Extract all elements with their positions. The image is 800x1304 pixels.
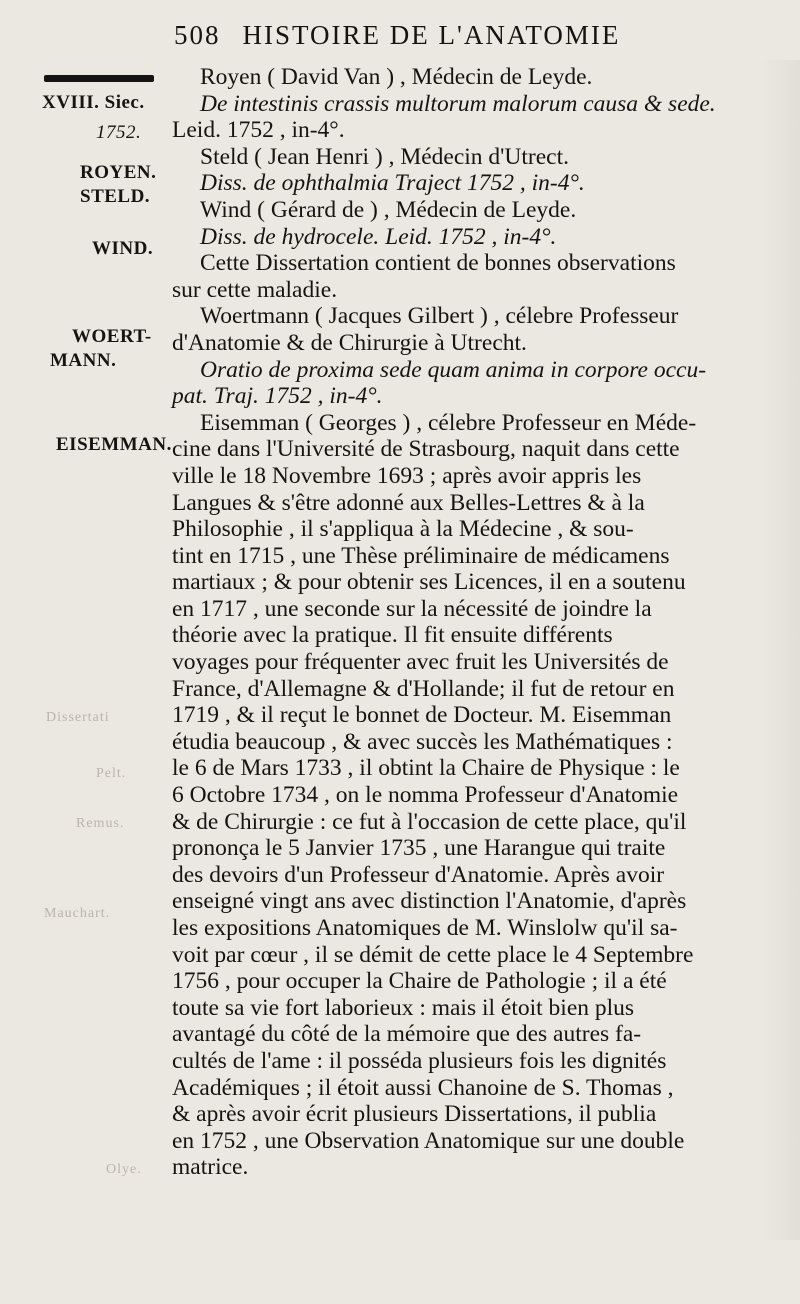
entry-eisemman-line: & après avoir écrit plusieurs Dissertations, il publia (172, 1101, 657, 1128)
margin-royen: ROYEN. (80, 162, 157, 183)
margin-wind: WIND. (92, 238, 154, 259)
entry-eisemman-line: ville le 18 Novembre 1693 ; après avoir appris les (172, 462, 642, 489)
entry-wind-note: Cette Dissertation contient de bonnes observations (200, 250, 676, 277)
entry-eisemman-line: Académiques ; il étoit aussi Chanoine de S. Thomas , (172, 1074, 674, 1101)
entry-eisemman-line: les expositions Anatomiques de M. Winslolw qu'il sa- (172, 915, 678, 941)
entry-eisemman-line: cine dans l'Université de Strasbourg, naquit dans cette (172, 436, 680, 463)
entry-eisemman-line: 1756 , pour occuper la Chaire de Pathologie ; il a été (172, 968, 667, 995)
bleed-through-text: Mauchart. (44, 906, 111, 921)
main-text (172, 64, 762, 1181)
entry-eisemman-line: cultés de l'ame : il posséda plusieurs fois les dignités (172, 1047, 667, 1074)
page-number: 508 (174, 20, 221, 50)
entry-woertmann-title: d'Anatomie & de Chirurgie à Utrecht. (172, 329, 527, 356)
entry-eisemman-line: théorie avec la pratique. Il fit ensuite différents (172, 622, 613, 649)
entry-wind-work: Diss. de hydrocele. Leid. 1752 , in-4°. (200, 223, 557, 250)
entry-royen-work: De intestinis crassis multorum malorum causa & sede. (200, 90, 716, 117)
page-header (174, 20, 774, 51)
entry-eisemman-line: voit par cœur , il se démit de cette place le 4 Septembre (172, 941, 694, 968)
entry-woertmann-work: Oratio de proxima sede quam anima in corpore occu- (200, 356, 707, 383)
entry-eisemman-line: Philosophie , il s'appliqua à la Médecine , & sou- (172, 516, 634, 543)
entry-eisemman-line: prononça le 5 Janvier 1735 , une Harangue qui traite (172, 835, 666, 862)
margin-eisemman: EISEMMAN. (56, 434, 172, 455)
entry-woertmann-name: Woertmann ( Jacques Gilbert ) , célebre Professeur (200, 303, 679, 330)
running-title: HISTOIRE DE L'ANATOMIE (242, 20, 621, 50)
margin-year: 1752. (96, 122, 142, 143)
entry-royen-pub: Leid. 1752 , in-4°. (172, 117, 345, 144)
margin-rule (44, 75, 154, 82)
entry-eisemman-line: enseigné vingt ans avec distinction l'Anatomie, d'après (172, 888, 687, 915)
entry-eisemman-line: Langues & s'être adonné aux Belles-Lettres & à la (172, 489, 645, 516)
entry-eisemman-line: le 6 de Mars 1733 , il obtint la Chaire de Physique : le (172, 755, 680, 782)
margin-century: XVIII. Siec. (42, 92, 145, 113)
entry-eisemman-line: tint en 1715 , une Thèse préliminaire de médicamens (172, 542, 670, 569)
entry-eisemman-line: matrice. (172, 1154, 249, 1181)
entry-wind-name: Wind ( Gérard de ) , Médecin de Leyde. (200, 196, 577, 223)
entry-eisemman-line: 6 Octobre 1734 , on le nomma Professeur d'Anatomie (172, 782, 679, 809)
bleed-through-text: Pelt. (96, 766, 127, 781)
entry-steld-name: Steld ( Jean Henri ) , Médecin d'Utrect. (200, 143, 570, 170)
entry-wind-note: sur cette maladie. (172, 276, 338, 303)
entry-eisemman-line: martiaux ; & pour obtenir ses Licences, il en a soutenu (172, 569, 686, 596)
entry-eisemman-line: & de Chirurgie : ce fut à l'occasion de cette place, qu'il (172, 808, 687, 835)
entry-steld-work: Diss. de ophthalmia Traject 1752 , in-4°. (200, 170, 585, 197)
margin-woertmann-1: WOERT- (72, 326, 152, 347)
entry-eisemman-line: France, d'Allemagne & d'Hollande; il fut de retour en (172, 675, 675, 702)
margin-steld: STELD. (80, 186, 151, 207)
entry-royen-name: Royen ( David Van ) , Médecin de Leyde. (200, 64, 593, 90)
entry-eisemman-line: toute sa vie fort laborieux : mais il étoit bien plus (172, 994, 635, 1021)
bleed-through-text: Dissertati (46, 710, 110, 725)
entry-eisemman-line: en 1752 , une Observation Anatomique sur une double (172, 1127, 685, 1154)
entry-eisemman-line: avantagé du côté de la mémoire que des autres fa- (172, 1021, 642, 1048)
entry-eisemman-line: étudia beaucoup , & avec succès les Mathématiques : (172, 728, 673, 755)
entry-eisemman-line: 1719 , & il reçut le bonnet de Docteur. M. Eisemman (172, 702, 672, 729)
bleed-through-text: Remus. (76, 816, 125, 831)
entry-eisemman-line: en 1717 , une seconde sur la nécessité de joindre la (172, 595, 652, 622)
bleed-through-text: Olye. (106, 1162, 142, 1177)
entry-eisemman-line: Eisemman ( Georges ) , célebre Professeur en Méde- (200, 409, 697, 436)
margin-woertmann-2: MANN. (50, 350, 117, 371)
entry-woertmann-work: pat. Traj. 1752 , in-4°. (172, 383, 383, 410)
page-edge-shadow (760, 60, 800, 1240)
entry-eisemman-line: des devoirs d'un Professeur d'Anatomie. Après avoir (172, 861, 665, 888)
entry-eisemman-line: voyages pour fréquenter avec fruit les Universités de (172, 649, 669, 676)
